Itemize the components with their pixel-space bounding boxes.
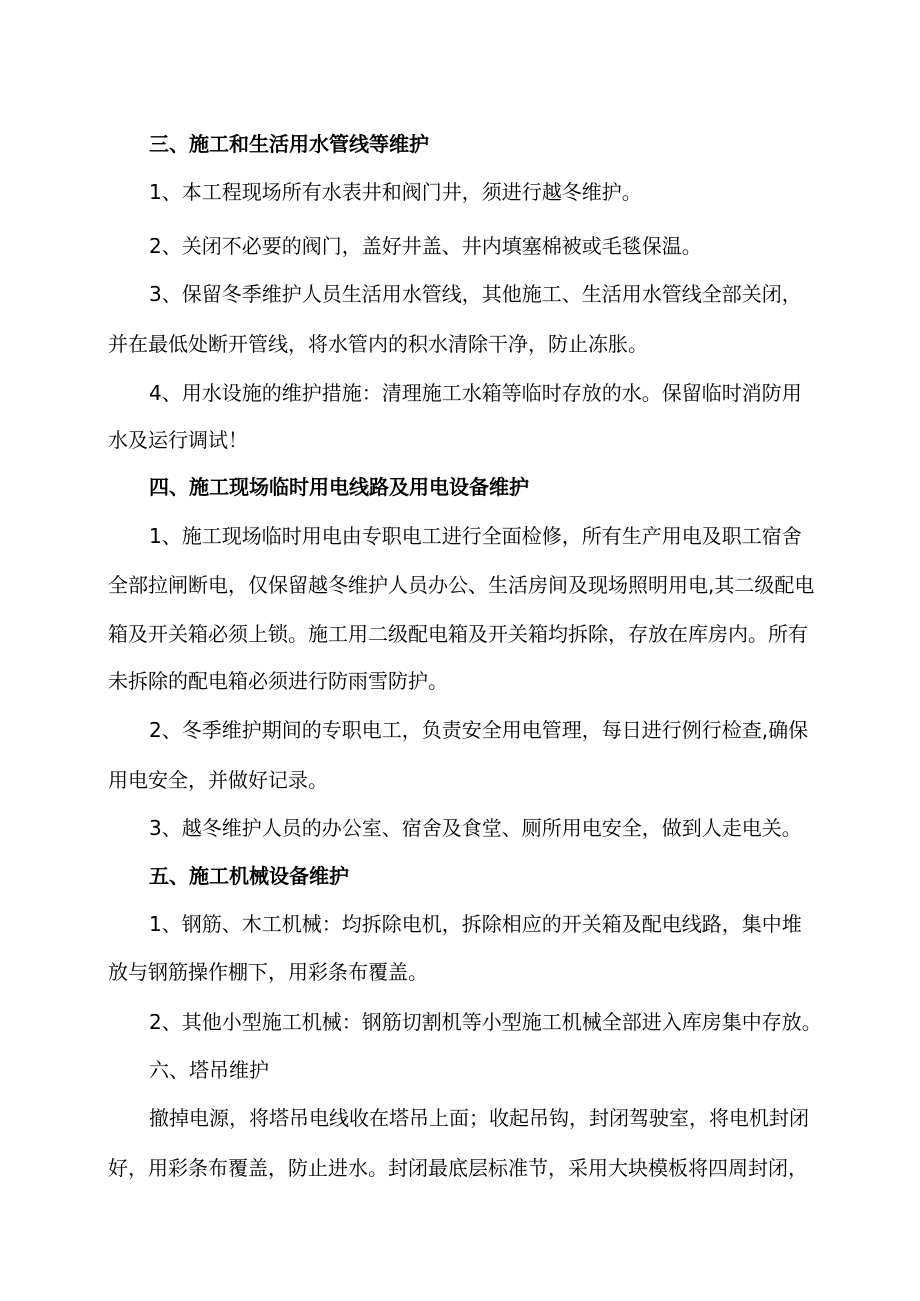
section-heading-3: 三、施工和生活用水管线等维护 <box>149 132 429 156</box>
paragraph-line: 放与钢筋操作棚下，用彩条布覆盖。 <box>108 960 428 984</box>
paragraph-line: 4、用水设施的维护措施：清理施工水箱等临时存放的水。保留临时消防用 <box>149 381 802 405</box>
paragraph-line: 2、冬季维护期间的专职电工，负责安全用电管理，每日进行例行检查,确保 <box>149 718 809 742</box>
paragraph-line: 3、保留冬季维护人员生活用水管线，其他施工、生活用水管线全部关闭， <box>149 282 802 306</box>
paragraph-line: 未拆除的配电箱必须进行防雨雪防护。 <box>108 669 448 693</box>
paragraph-line: 3、越冬维护人员的办公室、宿舍及食堂、厕所用电安全，做到人走电关。 <box>149 816 802 840</box>
paragraph-line: 2、关闭不必要的阀门，盖好井盖、井内填塞棉被或毛毯保温。 <box>149 234 702 258</box>
paragraph-line: 好，用彩条布覆盖，防止进水。封闭最底层标准节，采用大块模板将四周封闭， <box>108 1156 808 1180</box>
paragraph-line: 2、其他小型施工机械：钢筋切割机等小型施工机械全部进入库房集中存放。 <box>149 1010 822 1034</box>
paragraph-line: 水及运行调试！ <box>108 428 248 452</box>
paragraph-line: 1、钢筋、木工机械：均拆除电机，拆除相应的开关箱及配电线路，集中堆 <box>149 912 802 936</box>
paragraph-line: 箱及开关箱必须上锁。施工用二级配电箱及开关箱均拆除，存放在库房内。所有 <box>108 622 808 646</box>
section-heading-5: 五、施工机械设备维护 <box>149 864 349 888</box>
paragraph-line: 1、施工现场临时用电由专职电工进行全面检修，所有生产用电及职工宿舍 <box>149 524 802 548</box>
section-heading-4: 四、施工现场临时用电线路及用电设备维护 <box>149 475 529 499</box>
paragraph-line: 1、本工程现场所有水表井和阀门井，须进行越冬维护。 <box>149 180 642 204</box>
paragraph-line: 并在最低处断开管线，将水管内的积水清除干净，防止冻胀。 <box>108 332 648 356</box>
paragraph-line: 用电安全，并做好记录。 <box>108 768 328 792</box>
paragraph-line: 撤掉电源，将塔吊电线收在塔吊上面；收起吊钩，封闭驾驶室，将电机封闭 <box>149 1106 809 1130</box>
paragraph-line: 全部拉闸断电，仅保留越冬维护人员办公、生活房间及现场照明用电,其二级配电 <box>108 573 815 597</box>
section-heading-6: 六、塔吊维护 <box>149 1058 269 1082</box>
